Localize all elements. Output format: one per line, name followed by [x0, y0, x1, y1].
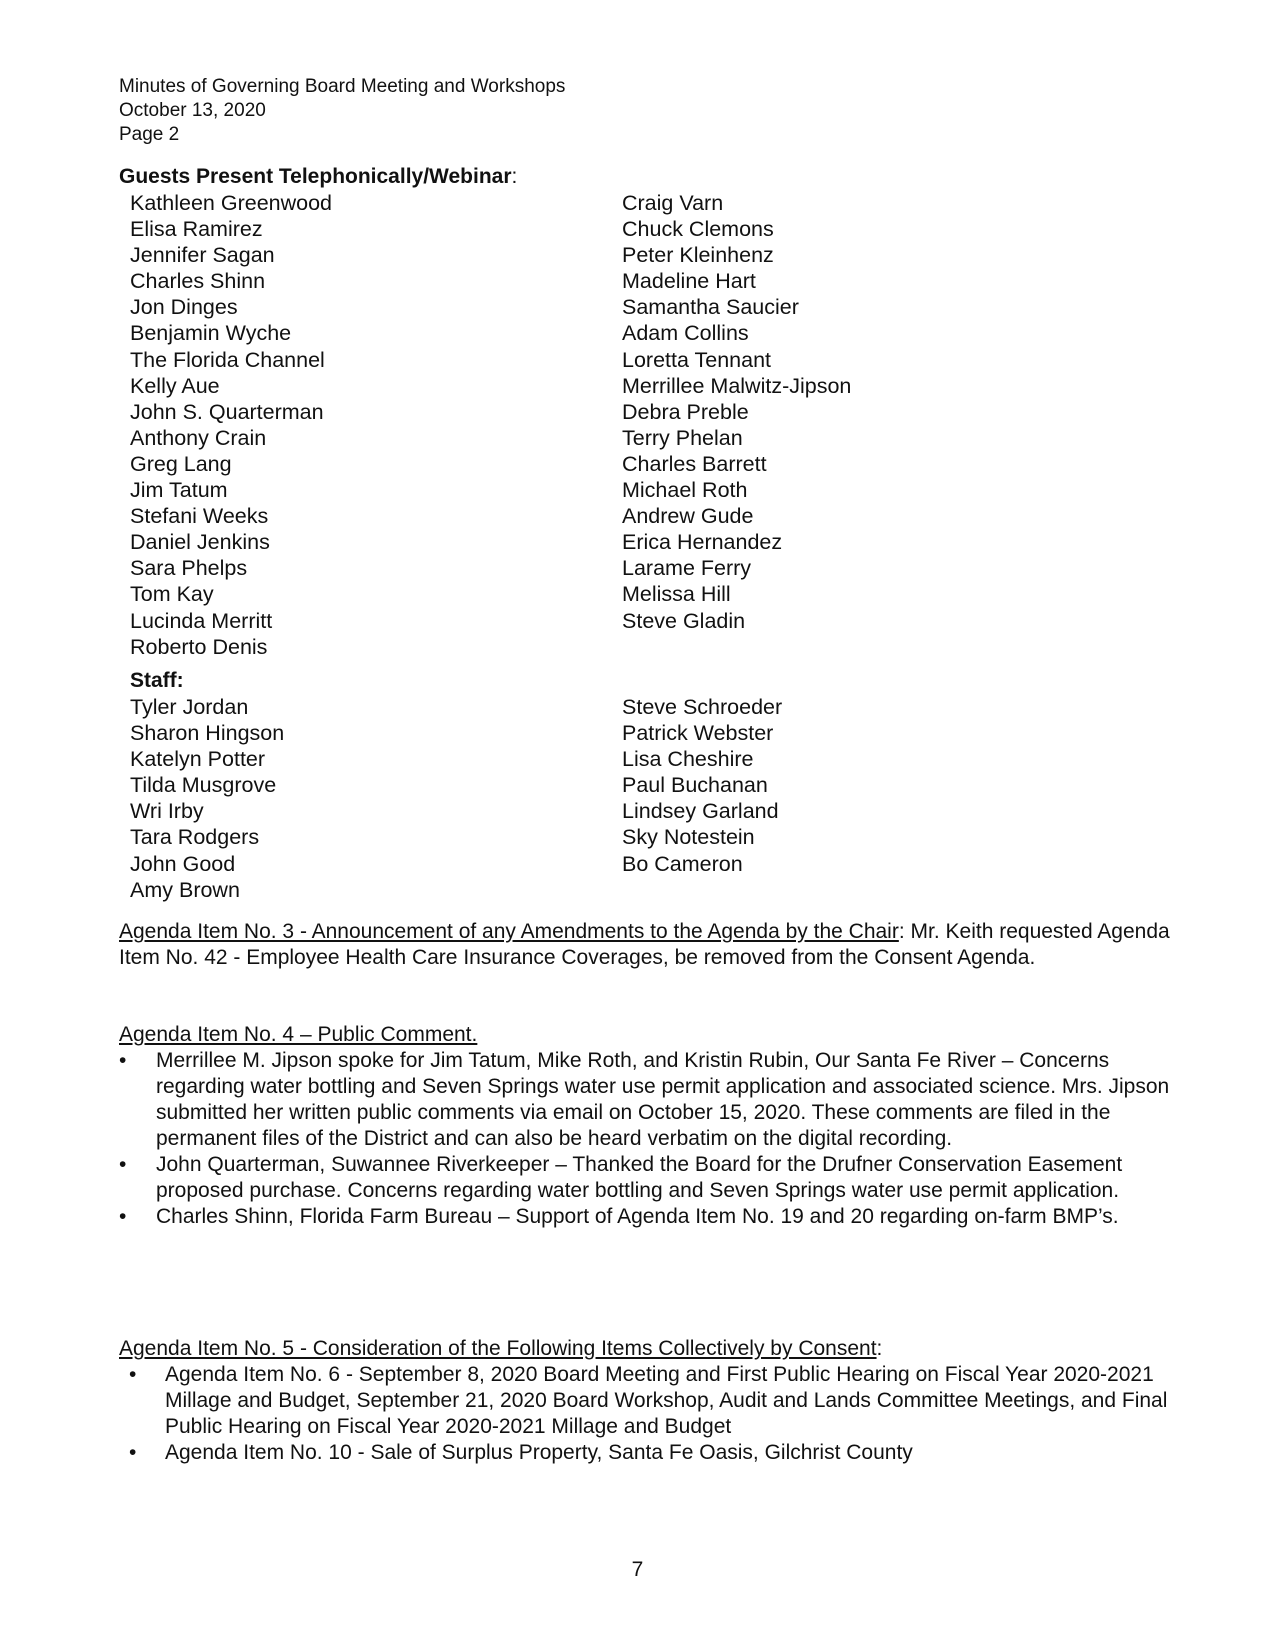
- name-entry: Daniel Jenkins: [130, 530, 270, 555]
- list-item: • John Quarterman, Suwannee Riverkeeper – Thanked the Board for the Drufner Conservation Easement proposed purchase. Concerns regarding water bottling and Seven Springs water use permit application.: [119, 1152, 1189, 1204]
- agenda-item-5: Agenda Item No. 5 - Consideration of the Following Items Collectively by Consent: • Agenda Item No. 6 - September 8, 2020 Board Meeting and First Public Hearing on Fiscal Year 2020-2021 Millage and Budget, September 21, 2020 Board Workshop, Audit and Lands Committee Meetings, and Final Public Hearing on Fiscal Year 2020-2021 Millage and Budget • Agenda Item No. 10 - Sale of Surplus Property, Santa Fe Oasis, Gilchrist County: [119, 1336, 1189, 1466]
- agenda-item-3-text: Mr. Keith requested Agenda Item No. 42 - Employee Health Care Insurance Coverages, be removed from the Consent Agenda.: [119, 920, 1170, 969]
- guests-left-column: [130, 190, 332, 660]
- name-entry: Charles Barrett: [622, 451, 767, 476]
- name-entry: Melissa Hill: [622, 582, 731, 607]
- name-entry: Jennifer Sagan: [130, 243, 275, 268]
- name-entry: Michael Roth: [622, 478, 748, 503]
- staff-right-column: [622, 694, 782, 877]
- name-entry: John S. Quarterman: [130, 399, 324, 424]
- guests-heading: Guests Present Telephonically/Webinar:: [119, 165, 518, 188]
- name-entry: Paul Buchanan: [622, 773, 768, 798]
- name-entry: Lucinda Merritt: [130, 608, 273, 633]
- list-item: • Merrillee M. Jipson spoke for Jim Tatum, Mike Roth, and Kristin Rubin, Our Santa Fe River – Concerns regarding water bottling and Seven Springs water use permit application and associated science. Mrs. Jipson submitted her written public comments via email on October 15, 2020. These comments are filed in the permanent files of the District and can also be heard verbatim on the digital recording.: [119, 1048, 1189, 1152]
- name-entry: Charles Shinn: [130, 269, 266, 294]
- name-entry: Sharon Hingson: [130, 721, 285, 746]
- page-number: 7: [631, 1558, 644, 1581]
- name-entry: Anthony Crain: [130, 425, 267, 450]
- agenda-item-5-title: Agenda Item No. 5 - Consideration of the Following Items Collectively by Consent: [119, 1337, 877, 1360]
- list-item: • Agenda Item No. 10 - Sale of Surplus Property, Santa Fe Oasis, Gilchrist County: [119, 1440, 1189, 1466]
- list-item: • Charles Shinn, Florida Farm Bureau – Support of Agenda Item No. 19 and 20 regarding on-farm BMP’s.: [119, 1204, 1189, 1230]
- name-entry: The Florida Channel: [130, 347, 325, 372]
- agenda-item-4-title: Agenda Item No. 4 – Public Comment.: [119, 1023, 478, 1046]
- name-entry: Jon Dinges: [130, 295, 238, 320]
- name-entry: Chuck Clemons: [622, 217, 774, 242]
- name-entry: Debra Preble: [622, 399, 749, 424]
- name-entry: Craig Varn: [622, 191, 724, 215]
- name-entry: Adam Collins: [622, 321, 749, 346]
- name-entry: Andrew Gude: [622, 504, 754, 529]
- consent-items-list: [119, 1362, 1189, 1466]
- name-entry: Elisa Ramirez: [130, 217, 263, 242]
- name-entry: Tyler Jordan: [130, 695, 249, 719]
- name-entry: Tilda Musgrove: [130, 773, 277, 798]
- name-entry: Katelyn Potter: [130, 747, 266, 772]
- name-entry: Steve Gladin: [622, 608, 746, 633]
- staff-left-column: [130, 694, 284, 903]
- page-header: [119, 75, 565, 147]
- name-entry: Kathleen Greenwood: [130, 191, 333, 215]
- name-entry: Patrick Webster: [622, 721, 774, 746]
- list-item: • Agenda Item No. 6 - September 8, 2020 Board Meeting and First Public Hearing on Fiscal Year 2020-2021 Millage and Budget, September 21, 2020 Board Workshop, Audit and Lands Committee Meetings, and Final Public Hearing on Fiscal Year 2020-2021 Millage and Budget: [119, 1362, 1189, 1440]
- header-page: Page 2: [119, 124, 180, 145]
- name-entry: Sara Phelps: [130, 556, 248, 581]
- agenda-item-4: [119, 1022, 1189, 1230]
- name-entry: Lisa Cheshire: [622, 747, 754, 772]
- name-entry: Greg Lang: [130, 451, 232, 476]
- name-entry: Steve Schroeder: [622, 695, 783, 719]
- header-title: Minutes of Governing Board Meeting and Workshops: [119, 76, 566, 97]
- name-entry: Sky Notestein: [622, 825, 755, 850]
- name-entry: Terry Phelan: [622, 425, 743, 450]
- agenda-item-3: Agenda Item No. 3 - Announcement of any Amendments to the Agenda by the Chair: Mr. Keith requested Agenda Item No. 42 - Employee Health Care Insurance Coverages, be removed from the Consent Agenda.: [119, 920, 1170, 969]
- name-entry: Samantha Saucier: [622, 295, 799, 320]
- name-entry: Bo Cameron: [622, 851, 743, 876]
- name-entry: Kelly Aue: [130, 373, 220, 398]
- name-entry: Stefani Weeks: [130, 504, 269, 529]
- name-entry: Wri Irby: [130, 799, 204, 824]
- name-entry: Madeline Hart: [622, 269, 756, 294]
- name-entry: Merrillee Malwitz-Jipson: [622, 373, 852, 398]
- name-entry: Tara Rodgers: [130, 825, 260, 850]
- name-entry: Peter Kleinhenz: [622, 243, 774, 268]
- staff-heading: Staff:: [130, 669, 184, 692]
- header-date: October 13, 2020: [119, 100, 266, 121]
- agenda-item-3-title: Agenda Item No. 3 - Announcement of any Amendments to the Agenda by the Chair: [119, 920, 899, 943]
- name-entry: Benjamin Wyche: [130, 321, 292, 346]
- name-entry: Loretta Tennant: [622, 347, 772, 372]
- public-comment-list: [119, 1048, 1189, 1230]
- name-entry: Tom Kay: [130, 582, 214, 607]
- name-entry: Amy Brown: [130, 877, 240, 902]
- name-entry: Lindsey Garland: [622, 799, 779, 824]
- guests-right-column: [622, 190, 851, 634]
- name-entry: Roberto Denis: [130, 634, 268, 659]
- name-entry: Jim Tatum: [130, 478, 228, 503]
- name-entry: Erica Hernandez: [622, 530, 783, 555]
- name-entry: John Good: [130, 851, 236, 876]
- name-entry: Larame Ferry: [622, 556, 752, 581]
